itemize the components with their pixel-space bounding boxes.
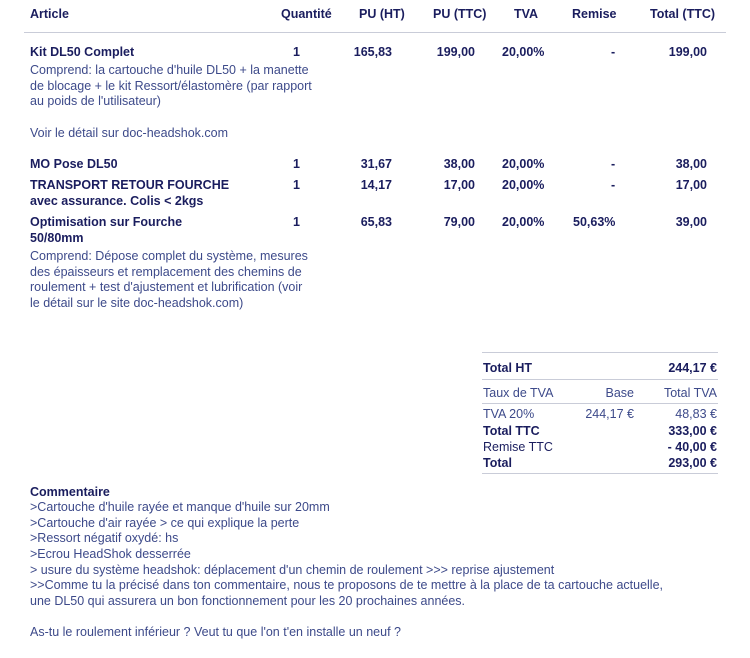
totals-ht-divider (482, 379, 718, 380)
total-ht-label: Total HT (483, 361, 533, 375)
grand-total-value: 293,00 € (668, 456, 717, 470)
comment-line: >Ressort négatif oxydé: hs (30, 531, 179, 545)
col-header-remise: Remise (572, 7, 617, 21)
total-ht-value: 244,17 € (668, 361, 717, 375)
row-remise: - (611, 157, 616, 171)
row-pu-ttc: 79,00 (443, 215, 475, 229)
remise-ttc-value: - 40,00 € (667, 440, 717, 454)
row-qty: 1 (293, 178, 300, 192)
row-pu-ht: 31,67 (360, 157, 392, 171)
comment-line: > usure du système headshok: déplacement d'un chemin de roulement >>> reprise ajustement (30, 563, 555, 577)
row-pu-ttc: 17,00 (443, 178, 475, 192)
comment-line: >Ecrou HeadShok desserrée (30, 547, 191, 561)
col-header-pu-ttc: PU (TTC) (433, 7, 487, 21)
row-detail-link: Voir le détail sur doc-headshok.com (30, 126, 229, 140)
grand-total-label: Total (483, 456, 512, 470)
row-remise: - (611, 178, 616, 192)
row-pu-ttc: 38,00 (443, 157, 475, 171)
row-title: TRANSPORT RETOUR FOURCHE (30, 178, 230, 192)
row-tva: 20,00% (502, 45, 545, 59)
row-tva: 20,00% (502, 178, 545, 192)
tva-rate-value: TVA 20% (483, 407, 535, 421)
row-pu-ht: 65,83 (360, 215, 392, 229)
tva-header-divider (482, 403, 718, 404)
col-header-pu-ht: PU (HT) (359, 7, 405, 21)
total-ttc-value: 333,00 € (668, 424, 717, 438)
col-header-quantite: Quantité (281, 7, 332, 21)
row-total: 38,00 (675, 157, 707, 171)
tva-base-header: Base (605, 386, 634, 400)
row-title: Optimisation sur Fourche 50/80mm (30, 215, 183, 245)
col-header-article: Article (30, 7, 69, 21)
row-pu-ht: 165,83 (353, 45, 392, 59)
row-tva: 20,00% (502, 215, 545, 229)
remise-ttc-label: Remise TTC (483, 440, 553, 454)
comment-line: >Cartouche d'huile rayée et manque d'huile sur 20mm (30, 500, 330, 514)
row-pu-ht: 14,17 (360, 178, 392, 192)
col-header-tva: TVA (514, 7, 539, 21)
row-total: 39,00 (675, 215, 707, 229)
row-total: 199,00 (668, 45, 707, 59)
row-tva: 20,00% (502, 157, 545, 171)
row-subtitle: avec assurance. Colis < 2kgs (30, 194, 204, 208)
row-qty: 1 (293, 215, 300, 229)
row-qty: 1 (293, 157, 300, 171)
tva-total-value: 48,83 € (675, 407, 717, 421)
comment-heading: Commentaire (30, 485, 110, 499)
comment-question: As-tu le roulement inférieur ? Veut tu que l'on t'en installe un neuf ? (30, 625, 401, 639)
totals-bottom-divider (482, 473, 718, 474)
row-title: MO Pose DL50 (30, 157, 118, 171)
totals-top-divider (482, 352, 718, 353)
row-pu-ttc: 199,00 (436, 45, 475, 59)
row-total: 17,00 (675, 178, 707, 192)
row-description: Comprend: Dépose complet du système, mesures des épaisseurs et remplacement des chemins de roulement + test d'ajustement et lubrification (voir le détail sur le site doc-headshok.com) (30, 249, 308, 310)
tva-total-header: Total TVA (663, 386, 717, 400)
tva-rate-header: Taux de TVA (483, 386, 554, 400)
header-divider (24, 32, 726, 33)
col-header-total-ttc: Total (TTC) (650, 7, 716, 21)
comment-line: >>Comme tu la précisé dans ton commentaire, nous te proposons de te mettre à la place de ta cartouche actuelle, (30, 578, 663, 592)
row-qty: 1 (293, 45, 300, 59)
comment-line: >Cartouche d'air rayée > ce qui explique la perte (30, 516, 300, 530)
tva-base-value: 244,17 € (585, 407, 634, 421)
row-description: Comprend: la cartouche d'huile DL50 + la manette de blocage + le kit Ressort/élastomère (par rapport au poids de l'utilisateur) (30, 63, 312, 108)
row-title: Kit DL50 Complet (30, 45, 135, 59)
row-remise: - (611, 45, 616, 59)
comment-line: une DL50 qui assurera un bon fonctionnement pour les 20 prochaines années. (30, 594, 466, 608)
row-remise: 50,63% (573, 215, 616, 229)
total-ttc-label: Total TTC (483, 424, 540, 438)
